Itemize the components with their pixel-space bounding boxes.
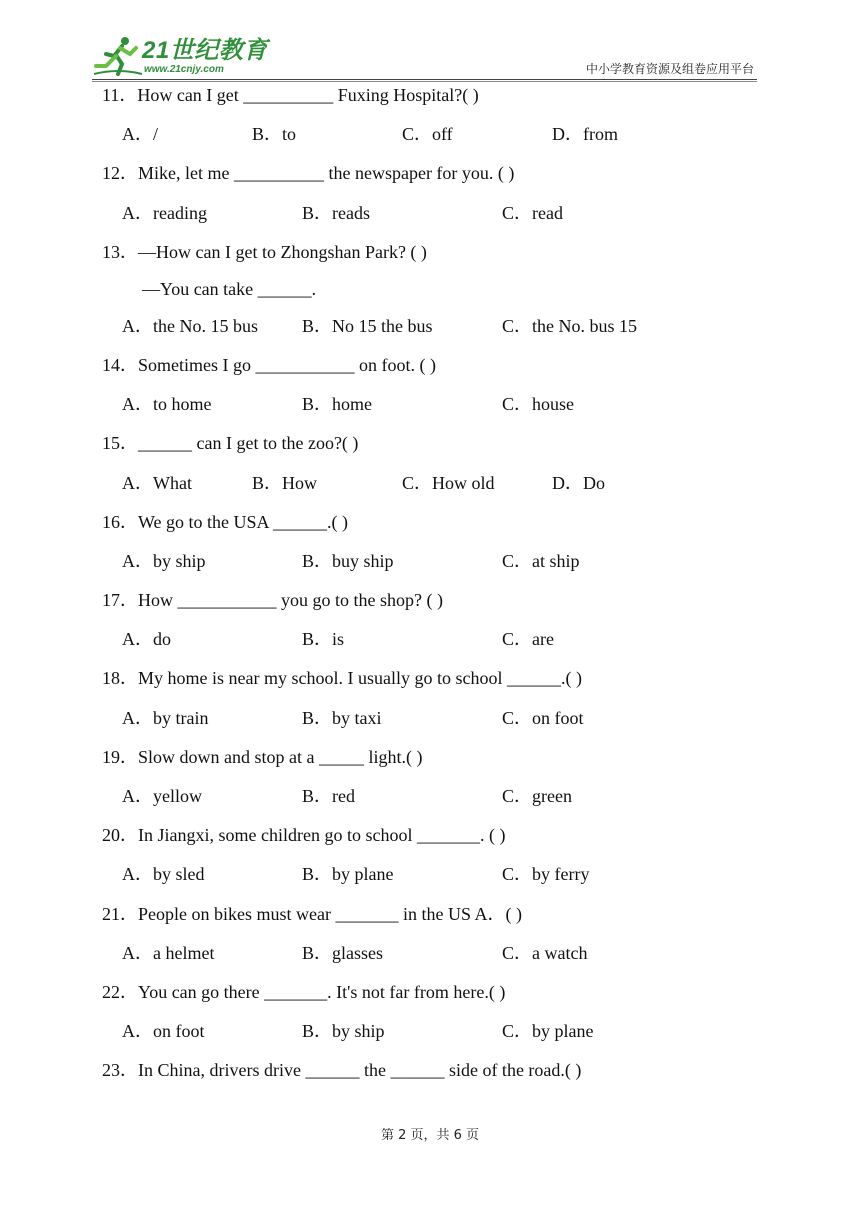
answer-option: B．glasses — [302, 942, 383, 963]
options-row — [0, 781, 860, 820]
question-stem: 15．______ can I get to the zoo?( ) — [102, 433, 359, 454]
question-stem: 19．Slow down and stop at a _____ light.( ) — [102, 746, 423, 767]
question-item — [0, 977, 860, 1055]
question-stem: 12．Mike, let me __________ the newspaper for you. ( ) — [102, 163, 515, 184]
options-row — [0, 468, 860, 507]
answer-option: B．reads — [302, 202, 370, 223]
answer-option: A．to home — [122, 394, 212, 415]
question-item — [0, 80, 860, 158]
answer-option: B．by plane — [302, 864, 394, 885]
answer-option: C．at ship — [502, 550, 580, 571]
answer-option: C．on foot — [502, 707, 584, 728]
question-item — [0, 158, 860, 236]
question-item — [0, 742, 860, 820]
answer-option: B．is — [302, 629, 345, 650]
options-row — [0, 859, 860, 898]
question-list — [0, 80, 860, 1095]
answer-option: A．by sled — [122, 864, 205, 885]
answer-option: A．yellow — [122, 786, 202, 806]
answer-option: A．What — [122, 472, 192, 493]
answer-option: A．on foot — [122, 1021, 205, 1042]
answer-option: C．a watch — [502, 942, 588, 963]
options-row — [0, 311, 860, 350]
question-item — [0, 899, 860, 977]
answer-option: B．home — [302, 394, 372, 415]
question-stem: 20．In Jiangxi, some children go to school _______. ( ) — [102, 825, 506, 846]
answer-option: C．How old — [402, 472, 495, 493]
question-item — [0, 663, 860, 741]
answer-option: C．off — [402, 124, 453, 145]
question-item — [0, 350, 860, 428]
logo — [92, 36, 268, 80]
answer-option: C．are — [502, 629, 554, 650]
question-stem: 16．We go to the USA ______.( ) — [102, 511, 349, 532]
answer-option: D．Do — [552, 472, 605, 493]
options-row — [0, 1016, 860, 1055]
question-subline: —You can take ______. — [142, 278, 317, 299]
question-stem: 13．—How can I get to Zhongshan Park? ( ) — [102, 241, 427, 262]
options-row — [0, 624, 860, 663]
answer-option: A．reading — [122, 202, 207, 223]
answer-option: D．from — [552, 124, 618, 145]
answer-option: C．by ferry — [502, 864, 590, 885]
options-row — [0, 703, 860, 742]
answer-option: C．by plane — [502, 1021, 594, 1042]
logo-text: 21世纪教育 — [142, 37, 268, 64]
question-stem: 17．How ___________ you go to the shop? ( ) — [102, 590, 443, 611]
answer-option: B．red — [302, 786, 355, 806]
question-stem: 21．People on bikes must wear _______ in the US A．( ) — [102, 903, 522, 924]
answer-option: A．by ship — [122, 550, 206, 571]
question-item — [0, 237, 860, 350]
answer-option: B．No 15 the bus — [302, 315, 433, 336]
question-stem: 18．My home is near my school. I usually go to school ______.( ) — [102, 668, 582, 689]
answer-option: C．green — [502, 786, 572, 806]
options-row — [0, 546, 860, 585]
answer-option: A．/ — [122, 124, 158, 145]
options-row — [0, 389, 860, 428]
platform-name: 中小学教育资源及组卷应用平台 — [585, 62, 754, 76]
answer-option: A．a helmet — [122, 942, 215, 963]
answer-option: B．by ship — [302, 1021, 385, 1042]
question-stem: 22．You can go there _______. It's not far from here.( ) — [102, 981, 506, 1002]
answer-option: C．the No. bus 15 — [502, 315, 637, 336]
question-stem: 11．How can I get __________ Fuxing Hospital?( ) — [102, 85, 479, 105]
page-number: 第 2 页，共 6 页 — [380, 1128, 480, 1143]
runner-logo-icon — [92, 36, 144, 78]
answer-option: B．by taxi — [302, 707, 382, 728]
options-row — [0, 119, 860, 158]
answer-option: B．How — [252, 472, 318, 493]
answer-option: A．do — [122, 629, 171, 650]
answer-option: C．read — [502, 202, 563, 223]
logo-url: www.21cnjy.com — [144, 64, 224, 75]
question-item — [0, 820, 860, 898]
question-stem: 23．In China, drivers drive ______ the ______ side of the road.( ) — [102, 1060, 582, 1081]
question-item — [0, 1055, 860, 1094]
options-row — [0, 198, 860, 237]
answer-option: B．to — [252, 124, 297, 145]
page-header — [0, 0, 860, 82]
options-row — [0, 938, 860, 977]
question-stem: 14．Sometimes I go ___________ on foot. ( ) — [102, 354, 436, 375]
answer-option: A．by train — [122, 707, 209, 728]
answer-option: B．buy ship — [302, 550, 394, 571]
answer-option: A．the No. 15 bus — [122, 315, 258, 336]
question-item — [0, 428, 860, 506]
question-item — [0, 585, 860, 663]
question-item — [0, 507, 860, 585]
answer-option: C．house — [502, 394, 574, 415]
